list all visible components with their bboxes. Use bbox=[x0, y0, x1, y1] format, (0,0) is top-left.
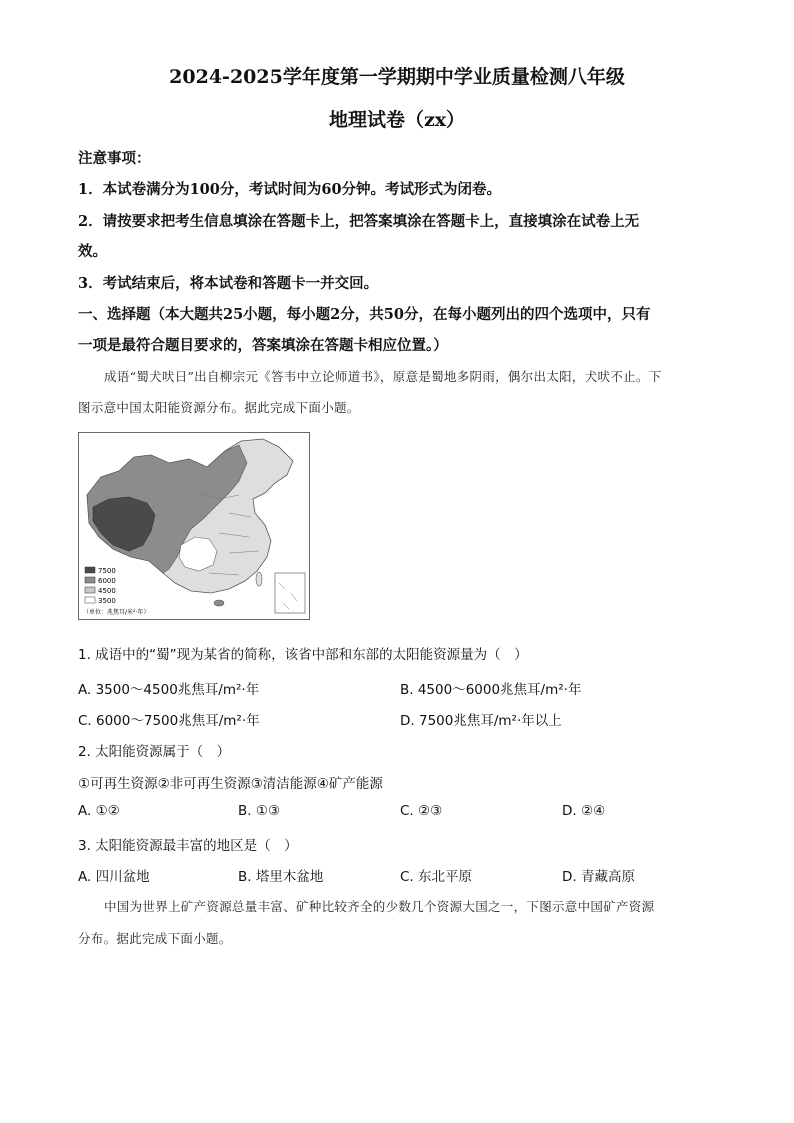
q3-stem: 3. 太阳能资源最丰富的地区是（ ） bbox=[78, 838, 298, 854]
section-heading-line-2: 一项是最符合题目要求的，答案填涂在答题卡相应位置。） bbox=[78, 337, 448, 354]
q1-option-a[interactable]: A. 3500～4500兆焦耳/m²·年 bbox=[78, 682, 260, 698]
legend-swatch-7500 bbox=[85, 567, 95, 573]
legend-label-4500: 4500 bbox=[98, 587, 116, 595]
q1-option-c[interactable]: C. 6000～7500兆焦耳/m²·年 bbox=[78, 713, 260, 729]
notice-item-2-line-1: 2．请按要求把考生信息填涂在答题卡上，把答案填涂在答题卡上，直接填涂在试卷上无 bbox=[78, 213, 640, 230]
exam-subtitle: 地理试卷（zx） bbox=[328, 109, 466, 131]
solar-resource-map bbox=[78, 432, 310, 620]
intro-1-line-1: 成语“蜀犬吠日”出自柳宗元《答韦中立论师道书》，原意是蜀地多阴雨，偶尔出太阳，犬吠不止。下 bbox=[104, 369, 662, 384]
south-china-sea-inset bbox=[275, 573, 305, 613]
legend-swatch-3500 bbox=[85, 597, 95, 603]
legend-unit: （单位：兆焦耳/米²·年） bbox=[83, 609, 150, 616]
legend-label-7500: 7500 bbox=[98, 567, 116, 575]
q2-option-d[interactable]: D. ②④ bbox=[562, 803, 606, 819]
notice-heading: 注意事项： bbox=[78, 150, 151, 167]
q2-option-b[interactable]: B. ①③ bbox=[238, 803, 281, 819]
china-map-figure bbox=[79, 433, 309, 619]
notice-item-3: 3．考试结束后，将本试卷和答题卡一并交回。 bbox=[78, 275, 379, 292]
legend-swatch-4500 bbox=[85, 587, 95, 593]
section-heading-line-1: 一、选择题（本大题共25小题，每小题2分，共50分，在每小题列出的四个选项中，只有 bbox=[78, 306, 651, 323]
notice-item-1: 1．本试卷满分为100分，考试时间为60分钟。考试形式为闭卷。 bbox=[78, 181, 502, 198]
hainan-island bbox=[214, 600, 224, 606]
notice-item-2-line-2: 效。 bbox=[78, 243, 107, 260]
q1-stem: 1. 成语中的“蜀”现为某省的简称，该省中部和东部的太阳能资源量为（ ） bbox=[78, 647, 528, 663]
legend-label-3500: 3500 bbox=[98, 597, 116, 605]
legend-label-6000: 6000 bbox=[98, 577, 116, 585]
taiwan-island bbox=[256, 572, 262, 586]
intro-1-line-2: 图示意中国太阳能资源分布。据此完成下面小题。 bbox=[78, 400, 360, 415]
q3-option-a[interactable]: A. 四川盆地 bbox=[78, 869, 150, 885]
q2-option-a[interactable]: A. ①② bbox=[78, 803, 120, 819]
q3-option-d[interactable]: D. 青藏高原 bbox=[562, 869, 635, 885]
q2-option-c[interactable]: C. ②③ bbox=[400, 803, 443, 819]
exam-title: 2024-2025学年度第一学期期中学业质量检测八年级 bbox=[169, 66, 625, 88]
q2-items: ①可再生资源②非可再生资源③清洁能源④矿产能源 bbox=[78, 776, 383, 792]
intro-2-line-1: 中国为世界上矿产资源总量丰富、矿种比较齐全的少数几个资源大国之一，下图示意中国矿产资源 bbox=[104, 899, 655, 914]
legend-swatch-6000 bbox=[85, 577, 95, 583]
q1-option-b[interactable]: B. 4500～6000兆焦耳/m²·年 bbox=[400, 682, 582, 698]
intro-2-line-2: 分布。据此完成下面小题。 bbox=[78, 931, 232, 946]
q2-stem: 2. 太阳能资源属于（ ） bbox=[78, 744, 231, 760]
q1-option-d[interactable]: D. 7500兆焦耳/m²·年以上 bbox=[400, 713, 562, 729]
q3-option-c[interactable]: C. 东北平原 bbox=[400, 869, 473, 885]
q3-option-b[interactable]: B. 塔里木盆地 bbox=[238, 869, 324, 885]
